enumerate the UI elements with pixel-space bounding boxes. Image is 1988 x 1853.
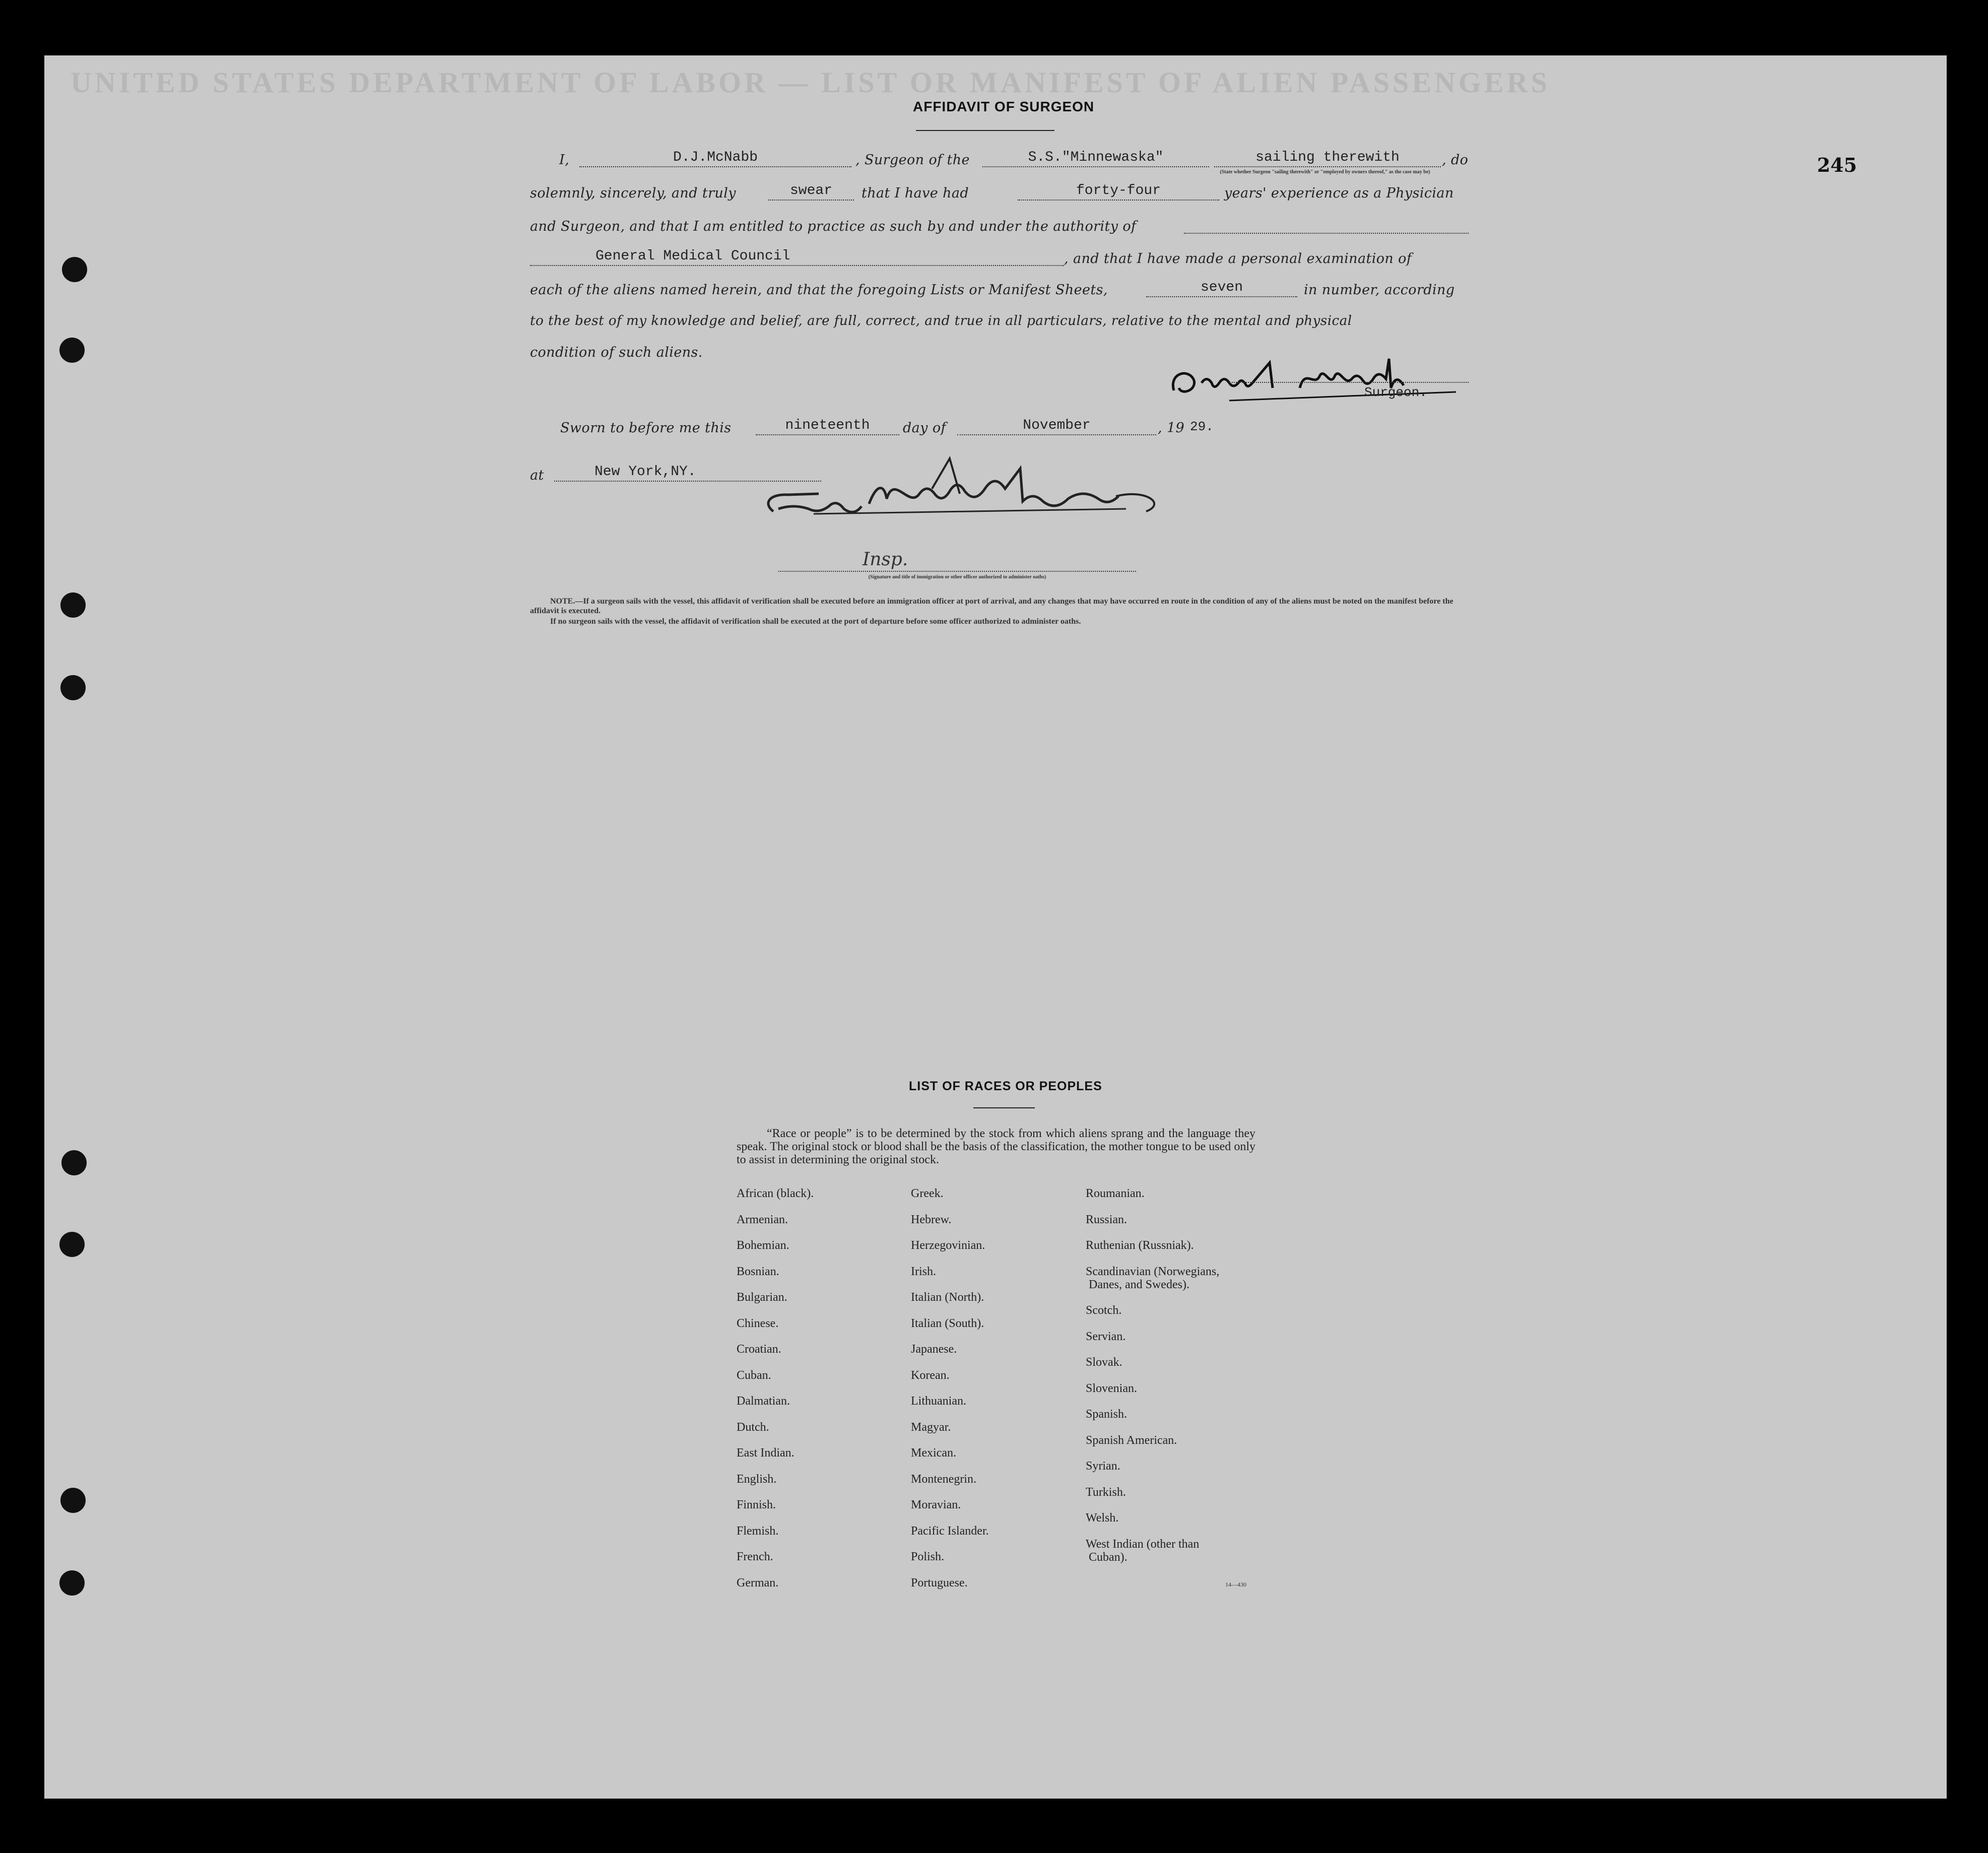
form-number: 14—430	[1225, 1581, 1246, 1588]
race-item: Herzegovinian.	[911, 1239, 985, 1252]
affidavit-text: years' experience as a Physician	[1224, 185, 1454, 201]
race-item: African (black).	[737, 1187, 814, 1200]
affidavit-text: each of the aliens named herein, and that the foregoing Lists or Manifest Sheets,	[530, 282, 1108, 298]
surgeon-signature-line	[1229, 382, 1469, 383]
binder-hole	[60, 1488, 86, 1513]
place-field: New York,NY.	[554, 464, 821, 482]
race-item: Italian (North).	[911, 1291, 984, 1304]
race-item: Chinese.	[737, 1316, 779, 1330]
affidavit-text: to the best of my knowledge and belief, are full, correct, and true in all particulars, relative to the mental and physical	[530, 313, 1352, 328]
race-item: Flemish.	[737, 1524, 779, 1538]
race-item: Bulgarian.	[737, 1291, 787, 1304]
binder-hole	[60, 592, 86, 618]
race-item: Welsh.	[1086, 1511, 1119, 1525]
race-item: French.	[737, 1550, 773, 1563]
affidavit-title: AFFIDAVIT OF SURGEON	[913, 99, 1095, 114]
race-item: Lithuanian.	[911, 1395, 966, 1408]
surgeon-label: Surgeon.	[1364, 385, 1427, 400]
affidavit-text: day of	[903, 420, 946, 436]
year-field: 29.	[1190, 419, 1214, 434]
years-field: forty-four	[1018, 182, 1219, 201]
oath-field: swear	[768, 182, 854, 201]
race-item: West Indian (other than Cuban).	[1086, 1537, 1200, 1564]
affidavit-text: condition of such aliens.	[530, 345, 703, 360]
race-item: Portuguese.	[911, 1576, 968, 1590]
race-item: Syrian.	[1086, 1460, 1120, 1473]
race-item: Armenian.	[737, 1213, 788, 1226]
background-header-bleed: UNITED STATES DEPARTMENT OF LABOR — LIST OR MANIFEST OF ALIEN PASSENGERS	[71, 66, 1550, 99]
sheets-field: seven	[1146, 279, 1297, 297]
race-item: Hebrew.	[911, 1213, 952, 1226]
races-title: LIST OF RACES OR PEOPLES	[909, 1079, 1102, 1093]
race-item: Scandinavian (Norwegians, Danes, and Swedes).	[1086, 1265, 1220, 1291]
affidavit-text: in number, according	[1304, 282, 1455, 298]
affidavit-text: Sworn to before me this	[560, 420, 732, 436]
officer-signature-line	[778, 571, 1136, 572]
race-item: Irish.	[911, 1265, 936, 1278]
binder-hole	[62, 257, 87, 282]
race-item: Roumanian.	[1086, 1187, 1145, 1200]
affidavit-text: at	[530, 468, 544, 483]
affidavit-text: and Surgeon, and that I am entitled to practice as such by and under the authority of	[530, 219, 1137, 234]
race-item: Croatian.	[737, 1343, 781, 1356]
race-item: Russian.	[1086, 1213, 1128, 1226]
race-item: Turkish.	[1086, 1485, 1126, 1499]
race-item: Dalmatian.	[737, 1395, 790, 1408]
race-item: Scotch.	[1086, 1304, 1122, 1317]
race-item: Bosnian.	[737, 1265, 779, 1278]
race-item: Magyar.	[911, 1420, 951, 1434]
race-item: Ruthenian (Russniak).	[1086, 1239, 1194, 1252]
binder-hole	[59, 338, 85, 363]
race-item: Polish.	[911, 1550, 945, 1563]
race-item: Cuban.	[737, 1368, 771, 1382]
affidavit-text: that I have had	[862, 185, 969, 201]
binder-hole	[59, 1232, 85, 1257]
affidavit-text: , 19	[1158, 420, 1185, 436]
races-intro: “Race or people” is to be determined by the stock from which aliens sprang and the language they speak. The original stock or blood shall be the basis of the classification, the mother tongue to be used only to assist in determining the original stock.	[737, 1127, 1255, 1166]
race-item: Moravian.	[911, 1498, 961, 1511]
race-item: Spanish American.	[1086, 1433, 1177, 1447]
affidavit-text: , Surgeon of the	[855, 152, 970, 168]
affidavit-text: solemnly, sincerely, and truly	[530, 185, 736, 201]
race-item: Greek.	[911, 1187, 944, 1200]
affidavit-text: I,	[559, 152, 570, 168]
race-item: Slovak.	[1086, 1356, 1122, 1369]
officer-signature-image	[758, 448, 1191, 524]
race-item: Montenegrin.	[911, 1472, 976, 1486]
day-field: nineteenth	[756, 417, 899, 435]
binder-hole	[59, 1570, 85, 1596]
officer-caption: (Signature and title of immigration or other officer authorized to administer oaths)	[868, 574, 1046, 580]
race-item: Finnish.	[737, 1498, 776, 1511]
dotted-rule	[1184, 233, 1469, 234]
authority-field: General Medical Council	[530, 248, 1064, 266]
race-item: Slovenian.	[1086, 1381, 1137, 1395]
surgeon-status-field: sailing therewith	[1214, 149, 1441, 167]
surgeon-name-field: D.J.McNabb	[579, 149, 851, 167]
binder-hole	[60, 675, 86, 700]
race-item: German.	[737, 1576, 779, 1590]
race-item: East Indian.	[737, 1446, 794, 1460]
race-item: Korean.	[911, 1368, 950, 1382]
race-item: Spanish.	[1086, 1408, 1128, 1421]
officer-title: Insp.	[863, 549, 908, 570]
race-item: Servian.	[1086, 1330, 1126, 1343]
race-item: Bohemian.	[737, 1239, 789, 1252]
affidavit-text: , do	[1442, 152, 1469, 168]
note-paragraph: If no surgeon sails with the vessel, the affidavit of verification shall be executed at the port of departure before some officer authorized to administer oaths.	[550, 617, 1081, 626]
races-title-rule	[973, 1107, 1035, 1108]
race-item: English.	[737, 1472, 777, 1486]
title-rule	[916, 130, 1054, 131]
month-field: November	[957, 417, 1156, 435]
race-item: Dutch.	[737, 1420, 769, 1434]
race-item: Mexican.	[911, 1446, 956, 1460]
race-item: Japanese.	[911, 1343, 957, 1356]
status-note: (State whether Surgeon "sailing therewith" or "employed by owners thereof," as the case may be)	[1220, 169, 1430, 175]
page-number: 245	[1817, 154, 1857, 176]
affidavit-text: , and that I have made a personal examination of	[1064, 251, 1412, 267]
note-paragraph: NOTE.—If a surgeon sails with the vessel, this affidavit of verification shall be executed before an immigration officer at port of arrival, and any changes that may have occurred en route in the condition of any of the aliens must be noted on the manifest before the affidavit is executed.	[530, 597, 1453, 615]
surgeon-signature-image	[1154, 353, 1476, 408]
binder-hole	[61, 1150, 87, 1175]
race-item: Italian (South).	[911, 1316, 984, 1330]
race-item: Pacific Islander.	[911, 1524, 989, 1538]
ship-name-field: S.S."Minnewaska"	[982, 149, 1209, 167]
